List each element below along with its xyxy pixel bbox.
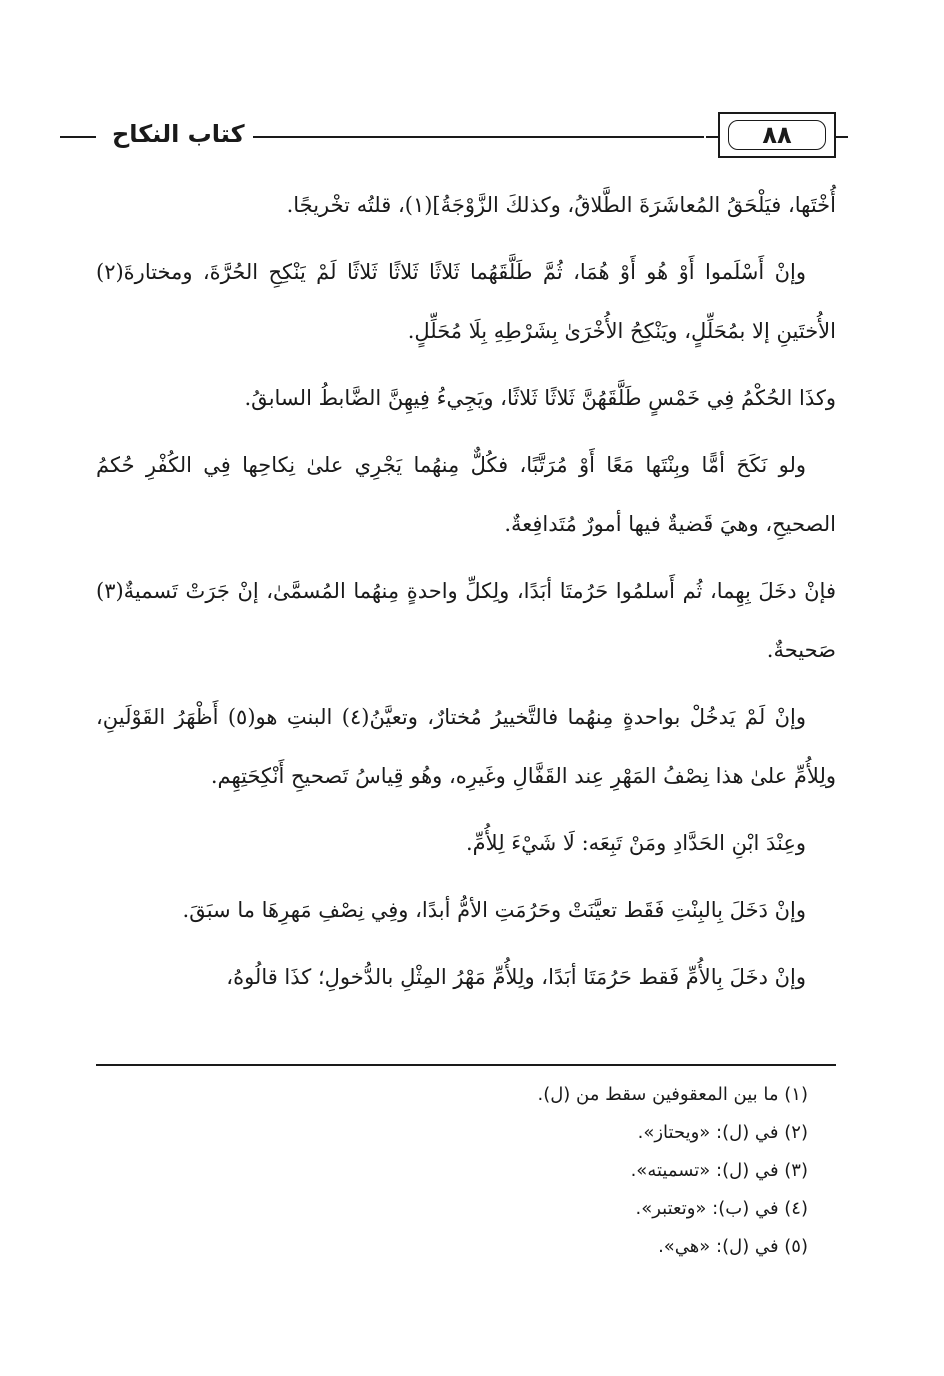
footnote-item: (٢) في (ل): «ويحتاز».	[637, 1122, 808, 1143]
paragraph: وإنْ دَخَلَ بِالبِنْتِ فَقَط تعيَّنَتْ وحَرُمَتِ الأمُّ أبدًا، وفِي نِصْفِ مَهرِهَا ما سبَقَ.	[182, 898, 806, 922]
paragraph: وإنْ لَمْ يَدخُلْ بواحدةٍ مِنهُما فالتَّخييرُ مُختارٌ، وتعيَّنُ(٤) البنتِ هو(٥) أَظْهَرُ القَوْلَينِ، ولِلأُمِّ علىٰ هذا نِصْفُ المَهْرِ عِند القَفَّالِ وغَيرِه، وهُو قِياسُ تَصحيحِ أَنْكِحَتِهِم.	[96, 705, 836, 788]
running-title: كتاب النكاح	[104, 120, 253, 148]
page-header	[60, 112, 836, 162]
frame-dash-left	[706, 136, 718, 138]
footnote-item: (١) ما بين المعقوفين سقط من (ل).	[537, 1084, 808, 1105]
paragraph: وإنْ أَسْلَموا أَوْ هُو أَوْ هُمَا، ثُمَّ طَلَّقَهُما ثَلاثًا ثَلاثًا ثَلاثًا لَمْ يَنْكِحِ الحُرَّةَ، ومختارةَ(٢) الأُختَينِ إلا بمُحَلِّلٍ، ويَنْكِحُ الأُخْرَىٰ بِشَرْطِهِ بِلَا مُحَلِّلٍ.	[96, 260, 836, 343]
footnote-item: (٥) في (ل): «هي».	[658, 1236, 808, 1257]
paragraph: وإنْ دخَلَ بِالأُمِّ فَقط حَرُمَتَا أبَدًا، ولِلأُمِّ مَهْرُ المِثْلِ بالدُّخولِ؛ كذَا قالُوهُ،	[226, 965, 806, 989]
footnotes	[96, 1076, 808, 1266]
frame-dash-right	[836, 136, 848, 138]
footnote-separator	[96, 1064, 836, 1066]
paragraph: ولو نَكَحَ أمًّا وبِنْتَها مَعًا أَوْ مُرَتَّبًا، فكُلٌّ مِنهُما يَجْرِي علىٰ نِكاحِها فِي الكُفْرِ حُكمُ الصحيحِ، وهيَ قَضيةٌ فيها أمورٌ مُتَدافِعةٌ.	[96, 453, 836, 536]
footnote-item: (٤) في (ب): «وتعتبر».	[635, 1198, 808, 1219]
header-left-dash	[60, 136, 96, 138]
page-number-frame	[718, 112, 836, 158]
paragraph: أُخْتَها، فيَلْحَقُ المُعاشَرَةَ الطَّلاقُ، وكذلكَ الزَّوْجَةُ](١)، قلتُه تخْريجًا.	[286, 193, 836, 217]
page-number: ٨٨	[728, 120, 826, 150]
header-rule	[198, 136, 704, 138]
paragraph: فإنْ دخَلَ بِهِما، ثُم أَسلمُوا حَرُمتَا أبَدًا، ولِكلِّ واحدةٍ مِنهُما المُسمَّىٰ، إنْ جَرَتْ تَسميةٌ(٣) صَحيحةٌ.	[96, 579, 836, 662]
footnote-item: (٣) في (ل): «تسميته».	[630, 1160, 808, 1181]
paragraph: وكذَا الحُكْمُ فِي خَمْسٍ طَلَّقَهُنَّ ثَلاثًا ثَلاثًا، ويَجِيءُ فِيهِنَّ الضَّابطُ السابقُ.	[244, 386, 836, 410]
paragraph: وعِنْدَ ابْنِ الحَدَّادِ ومَنْ تَبِعَه: لَا شَيْءَ لِلأُمِّ.	[466, 831, 806, 855]
main-text	[96, 176, 836, 1015]
